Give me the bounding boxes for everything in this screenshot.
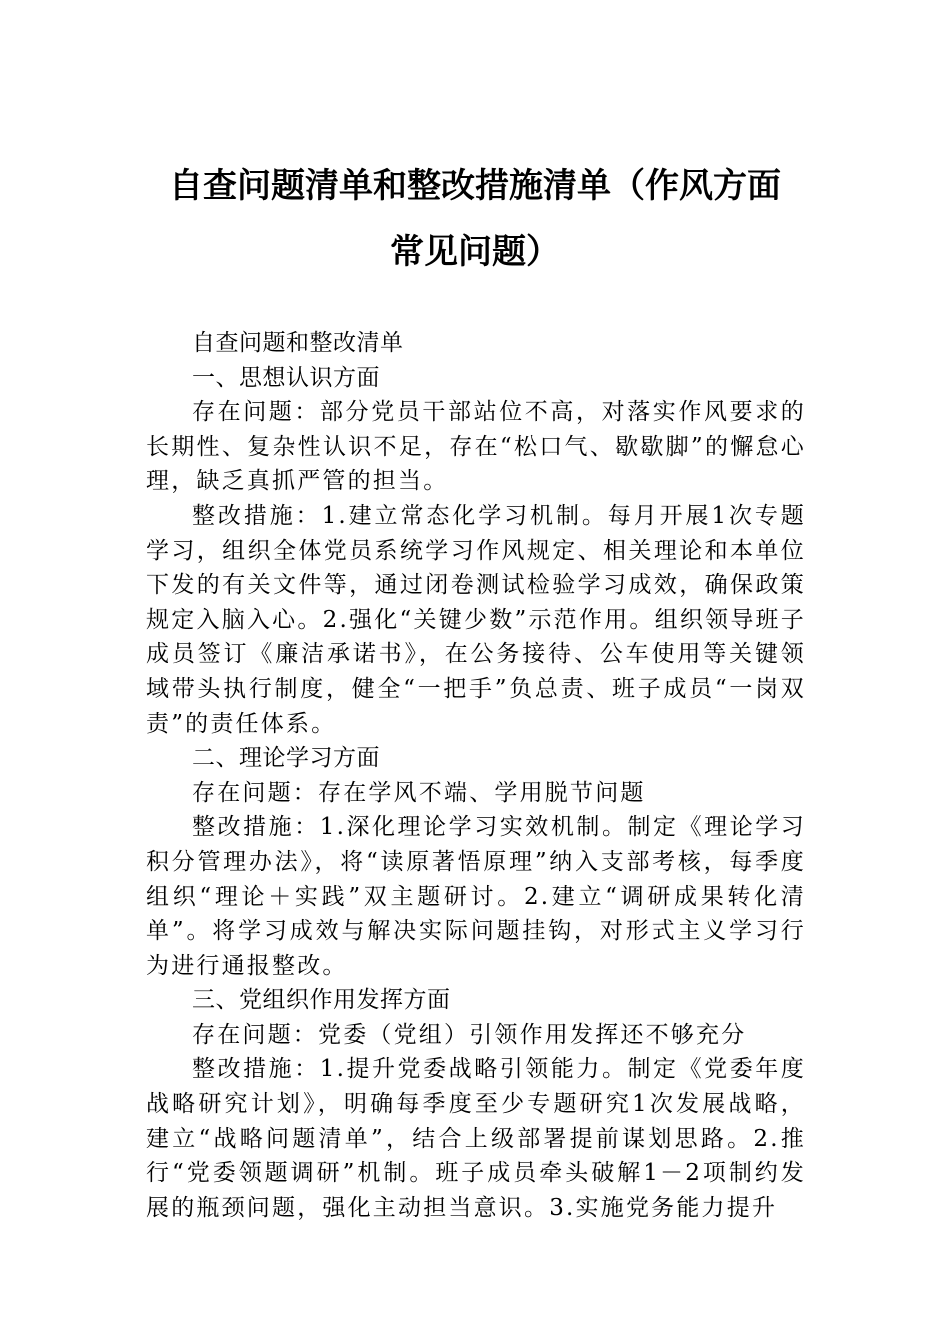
section-measures: 整改措施：1.深化理论学习实效机制。制定《理论学习积分管理办法》，将“读原著悟原理”纳入支部考核，每季度组织“理论＋实践”双主题研讨。2.建立“调研成果转化清单”。将学习成效与解决实际问题挂钩，对形式主义学习行为进行通报整改。: [146, 814, 806, 979]
section-measures: 整改措施：1.提升党委战略引领能力。制定《党委年度战略研究计划》，明确每季度至少专题研究1次发展战略，建立“战略问题清单”，结合上级部署提前谋划思路。2.推行“党委领题调研”机制。班子成员牵头破解1－2项制约发展的瓶颈问题，强化主动担当意识。3.实施党务能力提升: [146, 1056, 806, 1221]
section-problem: 存在问题：党委（党组）引领作用发挥还不够充分: [192, 1021, 747, 1048]
section-measures: 整改措施：1.建立常态化学习机制。每月开展1次专题学习，组织全体党员系统学习作风规定、相关理论和本单位下发的有关文件等，通过闭卷测试检验学习成效，确保政策规定入脑入心。2.强化“关键少数”示范作用。组织领导班子成员签订《廉洁承诺书》，在公务接待、公车使用等关键领域带头执行制度，健全“一把手”负总责、班子成员“一岗双责”的责任体系。: [146, 502, 806, 737]
document-title-line-2: 常见问题）: [390, 232, 560, 272]
document-body: [146, 326, 806, 1225]
section-heading: 一、思想认识方面: [192, 364, 380, 391]
document-title-line-1: 自查问题清单和整改措施清单（作风方面: [169, 166, 781, 206]
section-problem: 存在问题：部分党员干部站位不高，对落实作风要求的长期性、复杂性认识不足，存在“松口气、歇歇脚”的懈怠心理，缺乏真抓严管的担当。: [146, 399, 806, 495]
document-subtitle: 自查问题和整改清单: [192, 330, 404, 356]
section-heading: 二、理论学习方面: [192, 745, 380, 772]
section-problem: 存在问题：存在学风不端、学用脱节问题: [192, 779, 646, 806]
section-heading: 三、党组织作用发挥方面: [192, 987, 451, 1014]
